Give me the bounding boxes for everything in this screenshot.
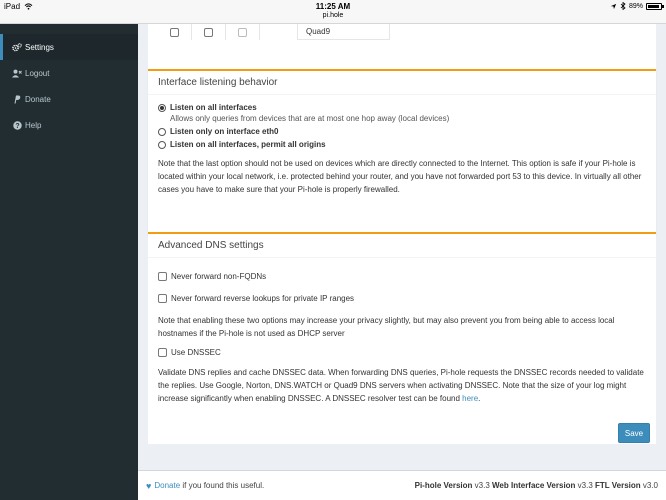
question-circle-icon <box>10 121 24 130</box>
paypal-icon <box>10 95 24 104</box>
main-content <box>138 24 666 470</box>
radio-button[interactable] <box>158 128 166 136</box>
heart-icon: ♥ <box>146 480 152 491</box>
battery-level <box>648 5 659 8</box>
donate-link[interactable]: Donate <box>154 481 181 490</box>
save-button[interactable]: Save <box>618 423 650 443</box>
sidebar-item-settings[interactable] <box>0 34 138 60</box>
fqdn-option[interactable]: Never forward non-FQDNs <box>158 268 646 284</box>
sidebar-item-help[interactable] <box>0 112 138 138</box>
sidebar-item-label: Help <box>25 120 42 130</box>
radio-listen-eth0[interactable]: Listen only on interface eth0 <box>158 127 646 136</box>
privacy-note: Note that enabling these two options may increase your privacy slightly, but may also prevent you from being able to access local hostnames if the Pi-hole is not used as DHCP server <box>158 316 615 338</box>
reverse-lookup-option[interactable]: Never forward reverse lookups for private IP ranges <box>158 290 646 306</box>
radio-button[interactable] <box>158 104 166 112</box>
sidebar-item-label: Settings <box>25 42 54 52</box>
status-indicators <box>610 2 662 10</box>
dnssec-checkbox[interactable] <box>158 348 167 357</box>
dns-ipv4-1-checkbox[interactable] <box>170 28 179 37</box>
dnssec-note: Validate DNS replies and cache DNSSEC data. When forwarding DNS queries, Pi-hole requests the DNSSEC records needed to validate the replies. Use Google, Norton, DNS.WATCH or Quad9 DNS servers when activating DNSSEC. Note that the size of your log might increase significantly when enabling DNSSEC. A DNSSEC resolver test can be found here. <box>158 368 644 403</box>
dnssec-test-link[interactable]: here <box>462 394 479 403</box>
radio-listen-all[interactable]: Listen on all interfaces Allows only queries from devices that are at most one hop away (local devices) <box>158 103 646 123</box>
reverse-lookup-checkbox[interactable] <box>158 294 167 303</box>
location-icon <box>610 3 617 10</box>
advanced-dns-box <box>148 232 656 444</box>
clock: 11:25 AM <box>315 2 351 11</box>
dns-ipv4-2-checkbox[interactable] <box>204 28 213 37</box>
interface-note: Note that the last option should not be used on devices which are directly connected to the Internet. This option is safe if your Pi-hole is located within your local network, i.e. protected behind your router, and you have not forwarded port 53 to this device. In virtually all other cases you have to make sure that your Pi-hole is properly firewalled. <box>158 159 642 194</box>
footer: ♥ Donate if you found this useful. Pi-hole Version v3.3 Web Interface Version v3.3 FTL Version v3.0 <box>138 470 666 500</box>
dns-provider-name: Quad9 <box>298 24 390 40</box>
sidebar-item-donate[interactable] <box>0 86 138 112</box>
user-times-icon <box>10 69 24 78</box>
svg-text:?: ? <box>14 122 20 130</box>
interface-listening-box <box>148 69 656 236</box>
address-bar-url[interactable]: pi.hole <box>322 12 344 19</box>
radio-listen-all-origins[interactable]: Listen on all interfaces, permit all origins <box>158 140 646 149</box>
sidebar-item-label: Donate <box>25 94 51 104</box>
dns-ipv6-checkbox[interactable] <box>238 28 247 37</box>
box-title: Interface listening behavior <box>148 71 656 95</box>
device-name: iPad <box>4 2 33 11</box>
radio-button[interactable] <box>158 141 166 149</box>
sidebar <box>0 24 138 500</box>
battery-percent: 89% <box>628 2 643 10</box>
battery-icon <box>646 3 662 10</box>
version-info: Pi-hole Version v3.3 Web Interface Version v3.3 FTL Version v3.0 <box>414 481 658 490</box>
bluetooth-icon <box>620 2 626 10</box>
ios-status-bar <box>0 0 666 24</box>
upstream-dns-box-remnant <box>148 24 656 72</box>
gears-icon <box>10 43 24 52</box>
sidebar-item-logout[interactable] <box>0 60 138 86</box>
upstream-dns-table-row <box>158 24 390 40</box>
box-title: Advanced DNS settings <box>148 234 656 258</box>
dnssec-option[interactable]: Use DNSSEC <box>158 344 646 360</box>
sidebar-item-label: Logout <box>25 68 50 78</box>
fqdn-checkbox[interactable] <box>158 272 167 281</box>
